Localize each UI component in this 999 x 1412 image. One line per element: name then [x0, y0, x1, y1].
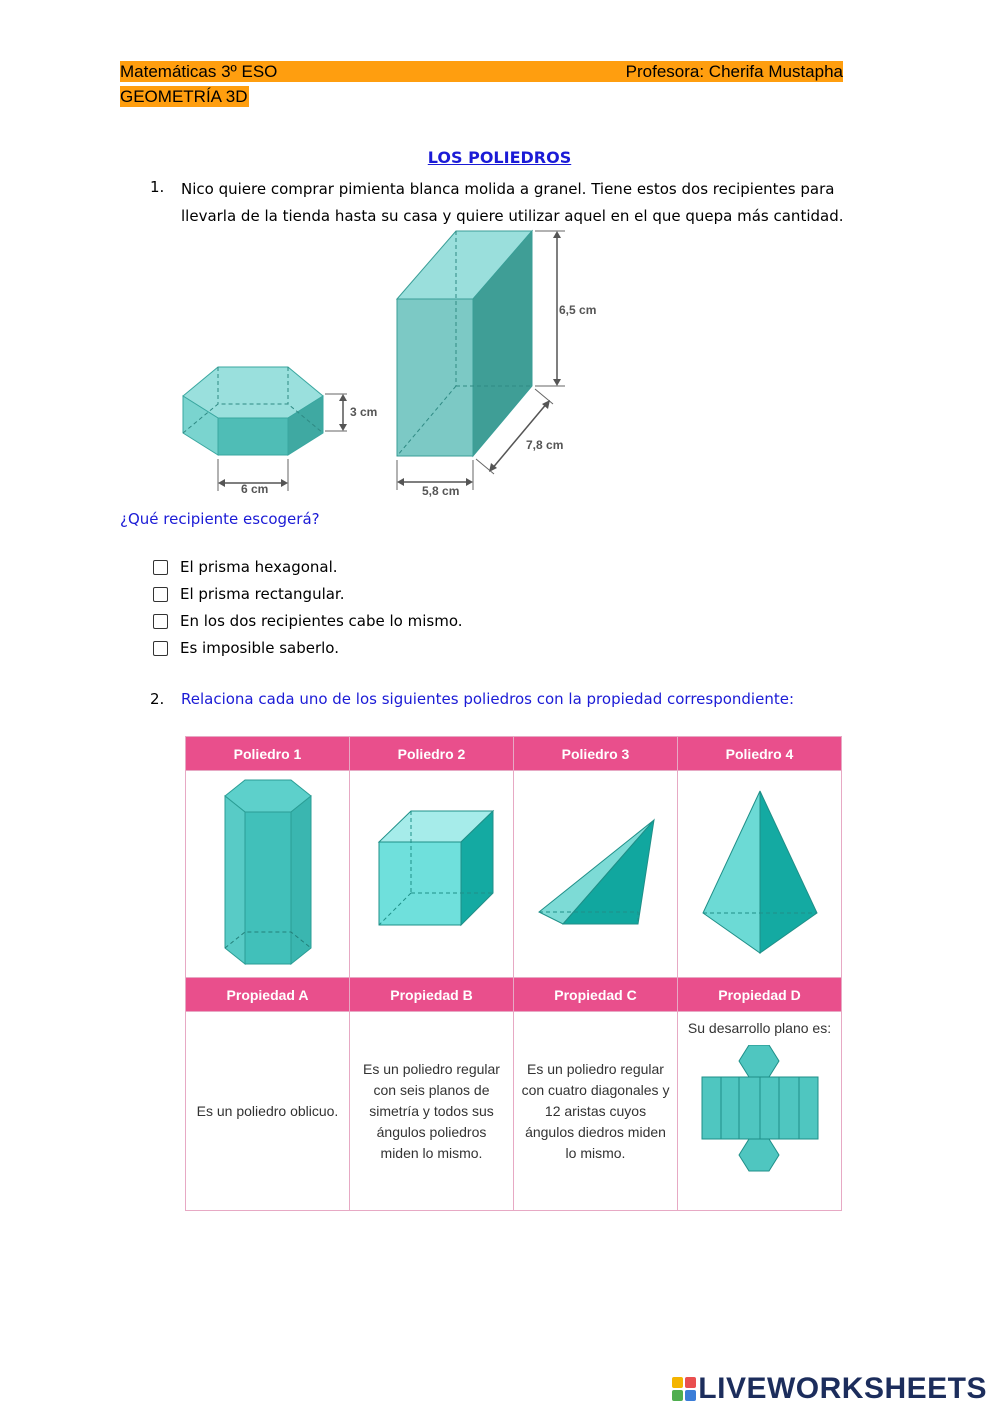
property-d-text: Su desarrollo plano es:	[687, 1020, 832, 1036]
option-label: En los dos recipientes cabe lo mismo.	[180, 612, 463, 630]
header-bar	[120, 61, 843, 82]
polyhedra-table	[185, 736, 842, 1211]
option-label: El prisma hexagonal.	[180, 558, 338, 576]
option-checkbox[interactable]	[153, 614, 168, 629]
brand-text: LIVEWORKSHEETS	[698, 1372, 987, 1405]
hex-side-label: 6 cm	[241, 482, 269, 496]
option-checkbox[interactable]	[153, 560, 168, 575]
hex-height-label: 3 cm	[350, 405, 378, 419]
property-c-text: Es un poliedro regular con cuatro diagonales y 12 aristas cuyos ángulos diedros miden lo mismo.	[514, 1012, 678, 1211]
rect-depth-label: 7,8 cm	[526, 438, 564, 452]
rect-width-label: 5,8 cm	[422, 484, 460, 498]
property-a-text: Es un poliedro oblicuo.	[186, 1012, 350, 1211]
teacher-label: Profesora: Cherifa Mustapha	[625, 62, 843, 81]
liveworksheets-logo-icon	[672, 1377, 696, 1401]
property-b-text: Es un poliedro regular con seis planos de simetría y todos sus ángulos poliedros miden lo mismo.	[350, 1012, 514, 1211]
property-header: Propiedad A	[186, 978, 350, 1012]
option-row	[153, 612, 463, 630]
question-2-number: 2.	[150, 690, 165, 708]
subject-label: Matemáticas 3º ESO	[120, 62, 278, 81]
oblique-pyramid-icon	[531, 812, 661, 932]
option-label: El prisma rectangular.	[180, 585, 345, 603]
polyhedron-header: Poliedro 1	[186, 737, 350, 771]
hexagonal-prism-tall-icon	[213, 772, 323, 972]
cube-icon	[367, 807, 497, 937]
question-2-text: Relaciona cada uno de los siguientes poliedros con la propiedad correspondiente:	[181, 690, 794, 708]
property-header: Propiedad D	[678, 978, 842, 1012]
polyhedron-header: Poliedro 3	[514, 737, 678, 771]
polyhedron-header: Poliedro 2	[350, 737, 514, 771]
property-header: Propiedad B	[350, 978, 514, 1012]
containers-figure	[175, 226, 615, 506]
question-1-prompt: ¿Qué recipiente escogerá?	[120, 510, 320, 528]
option-row	[153, 585, 345, 603]
option-row	[153, 639, 339, 657]
option-checkbox[interactable]	[153, 587, 168, 602]
brand-logo	[672, 1372, 987, 1406]
page-title: LOS POLIEDROS	[427, 148, 572, 167]
option-row	[153, 558, 338, 576]
tetrahedron-icon	[695, 785, 825, 960]
property-header: Propiedad C	[514, 978, 678, 1012]
polyhedron-4-cell	[678, 771, 842, 978]
prism-net-icon	[699, 1045, 821, 1175]
question-1-number: 1.	[150, 178, 165, 196]
option-checkbox[interactable]	[153, 641, 168, 656]
polyhedron-1-cell	[186, 771, 350, 978]
option-label: Es imposible saberlo.	[180, 639, 339, 657]
polyhedron-2-cell	[350, 771, 514, 978]
property-d-cell	[678, 1012, 842, 1211]
hexagonal-prism	[183, 367, 347, 491]
question-1-text: Nico quiere comprar pimienta blanca molida a granel. Tiene estos dos recipientes para llevarla de la tienda hasta su casa y quiere utilizar aquel en el que quepa más cantidad.	[181, 180, 844, 225]
polyhedron-header: Poliedro 4	[678, 737, 842, 771]
rect-height-label: 6,5 cm	[559, 303, 597, 317]
topic-label: GEOMETRÍA 3D	[120, 87, 248, 106]
polyhedron-3-cell	[514, 771, 678, 978]
